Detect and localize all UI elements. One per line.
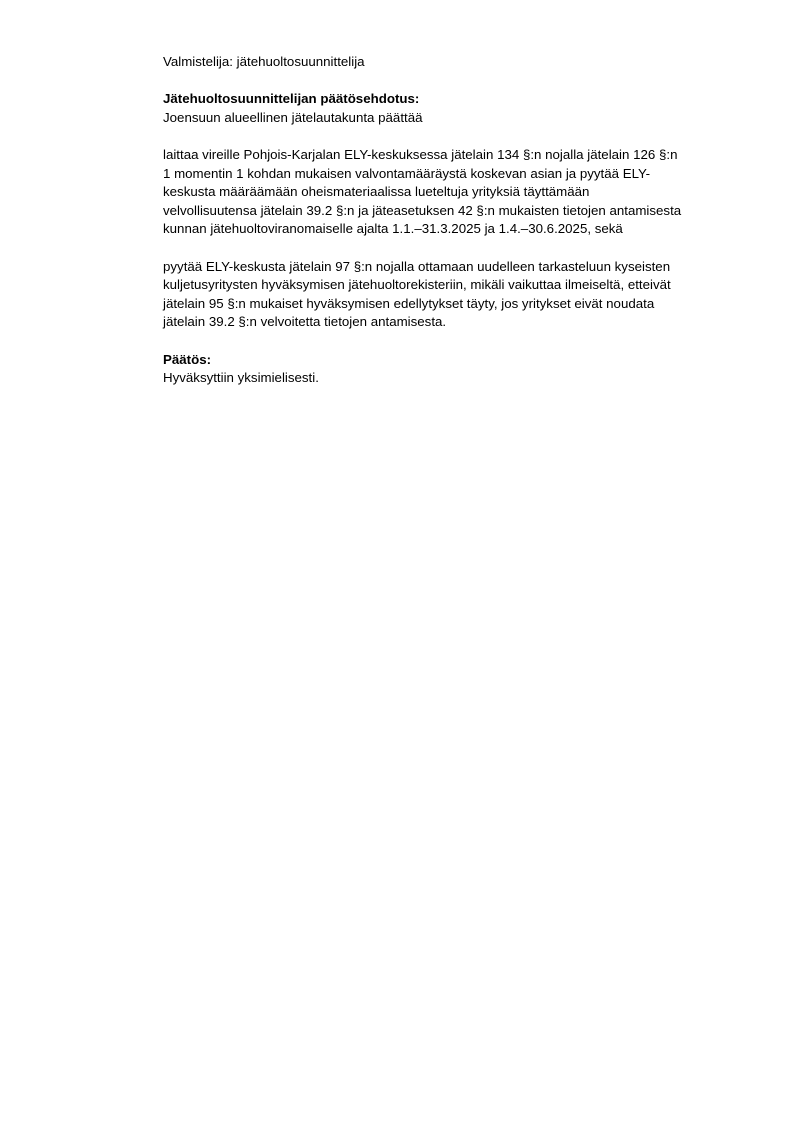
proposal-intro: Joensuun alueellinen jätelautakunta päättää xyxy=(163,109,423,125)
decision-text: Hyväksyttiin yksimielisesti. xyxy=(163,370,319,386)
paragraph-line: velvollisuutensa jätelain 39.2 §:n ja jäteasetuksen 42 §:n mukaisten tietojen antamisesta xyxy=(163,202,682,218)
document-page xyxy=(163,53,753,388)
proposal-heading: Jätehuoltosuunnittelijan päätösehdotus: xyxy=(163,91,420,107)
spacer xyxy=(163,239,753,258)
paragraph-line: keskusta määräämään oheismateriaalissa lueteltuja yrityksiä täyttämään xyxy=(163,184,590,200)
paragraph-line: pyytää ELY-keskusta jätelain 97 §:n nojalla ottamaan uudelleen tarkasteluun kyseisten xyxy=(163,258,671,274)
paragraph-line: jätelain 39.2 §:n velvoitetta tietojen antamisesta. xyxy=(163,314,447,330)
preparer-line: Valmistelija: jätehuoltosuunnittelija xyxy=(163,54,365,69)
proposal-paragraph-1 xyxy=(163,146,753,239)
paragraph-line: 1 momentin 1 kohdan mukaisen valvontamääräystä koskevan asian ja pyytää ELY- xyxy=(163,165,651,181)
decision-heading: Päätös: xyxy=(163,351,212,367)
spacer xyxy=(163,72,753,91)
spacer xyxy=(163,127,753,146)
spacer xyxy=(163,332,753,351)
paragraph-line: jätelain 95 §:n mukaiset hyväksymisen edellytykset täyty, jos yritykset eivät noudata xyxy=(163,295,655,311)
paragraph-line: laittaa vireille Pohjois-Karjalan ELY-keskuksessa jätelain 134 §:n nojalla jätelain 126 §:n xyxy=(163,146,678,162)
paragraph-line: kuljetusyritysten hyväksymisen jätehuoltorekisteriin, mikäli vaikuttaa ilmeiseltä, etteivät xyxy=(163,277,671,293)
proposal-paragraph-2 xyxy=(163,258,753,332)
paragraph-line: kunnan jätehuoltoviranomaiselle ajalta 1.1.–31.3.2025 ja 1.4.–30.6.2025, sekä xyxy=(163,221,623,237)
